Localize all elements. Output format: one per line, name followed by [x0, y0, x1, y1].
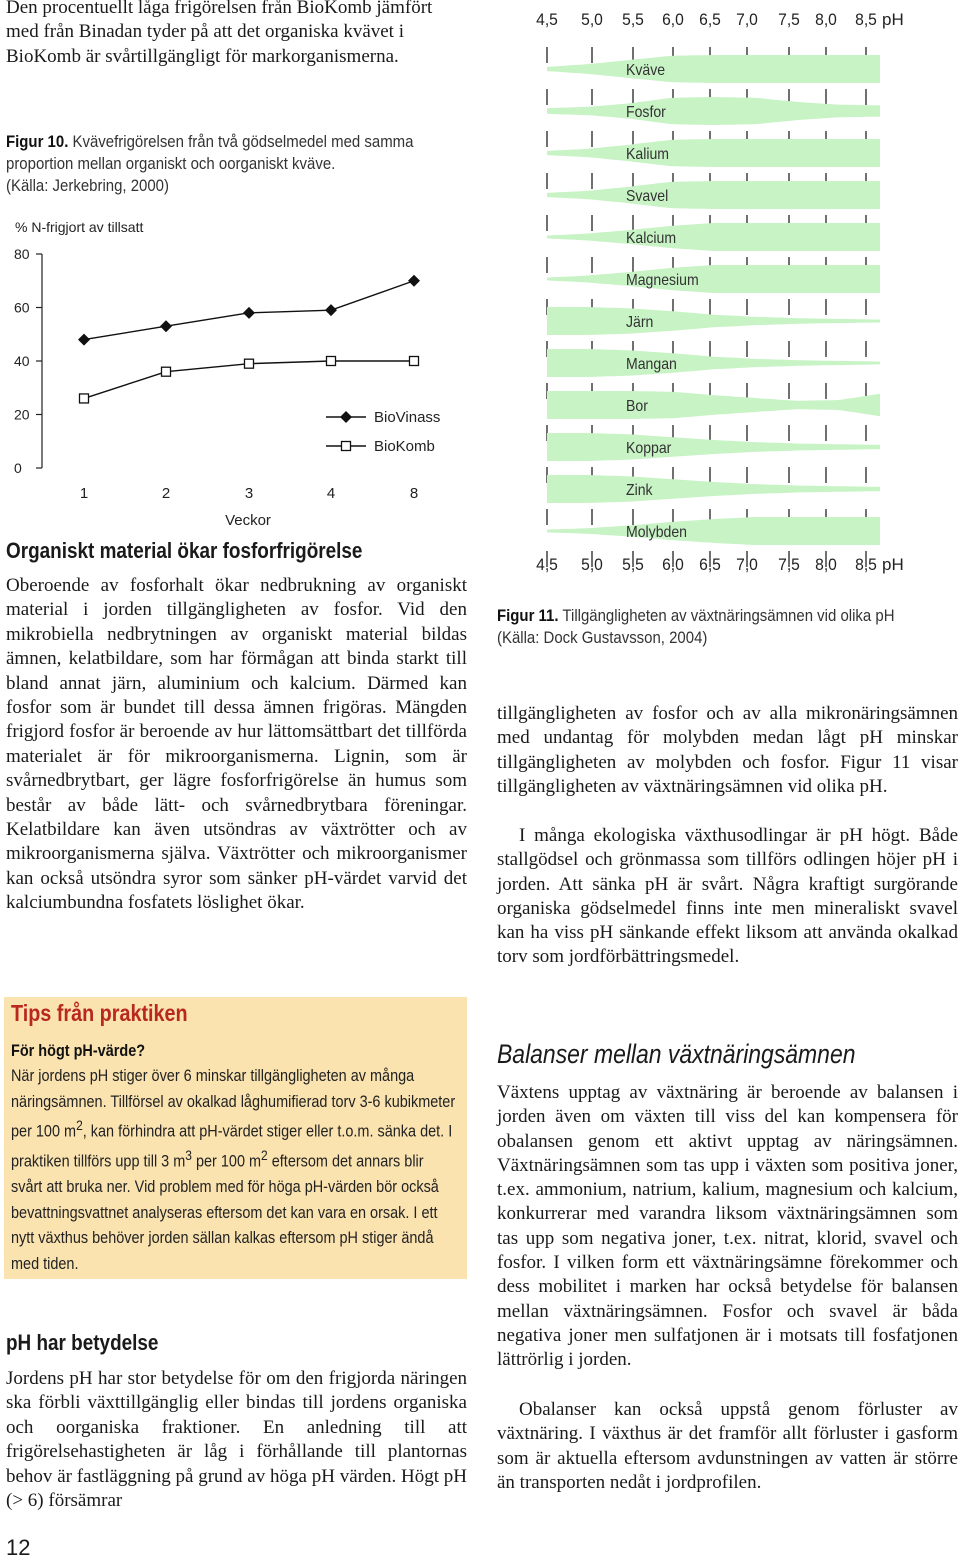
point-biovinass	[243, 307, 255, 319]
ph-tick-bottom: 8,0	[815, 555, 837, 575]
chart-y-ticks	[14, 246, 42, 476]
figure11-chart	[520, 0, 960, 580]
band-kväve	[547, 55, 880, 83]
band-kalcium	[547, 223, 880, 251]
ph-tick-bottom: 6,0	[662, 555, 684, 575]
legend-label-biokomb: BioKomb	[374, 438, 435, 455]
intro-paragraph: Den procentuellt låga frigörelsen från BioKomb jämfört med från Binadan tyder på att det organiska kvävet i BioKomb är svårtillgängligt för markorganismerna.	[6, 0, 433, 67]
band-svavel	[547, 181, 880, 209]
right-paragraph-3: Växtens upptag av växtnäring är beroende av balansen i jorden även om växten till viss del kan kompensera för obalansen genom ett aktivt upptag av näringsämnen. Växtnäringsämnen som tas upp i växten som positiva joner, t.ex. ammonium, natrium, kalium, magnesium och kalcium, konkurrerar med varandra liksom växtnäringsämnen som tas upp som negativa joner, t.ex. nitrat, klorid, svavel och fosfor. I vilken form ett växtnäringsämne förekommer och dess mobilitet i marken har också betydelse för balansen mellan växtnäringsämnen. Fosfor och svavel är båda negativa joner men sulfatjonen är i motsats till fosfatjonen lättrörlig i jorden.	[497, 1082, 958, 1371]
ph-tick-top: 8,0	[815, 10, 837, 30]
chart-legend	[326, 409, 440, 455]
band-label-järn: Järn	[626, 313, 654, 332]
ph-tick-top: 5,0	[581, 10, 603, 30]
band-bor	[547, 391, 880, 419]
x-tick-label: 1	[79, 485, 89, 502]
ph-tick-bottom: 5,0	[581, 555, 603, 575]
band-label-fosfor: Fosfor	[626, 103, 666, 122]
figure10-caption	[6, 131, 464, 197]
ph-tick-top: 4,5	[536, 10, 558, 30]
band-magnesium	[547, 265, 880, 293]
right-paragraph-1: tillgängligheten av fosfor och av alla mikronäringsämnen med undantag för molybden medan lågt pH minskar tillgängligheten av molybden och fosfor. Figur 11 visar tillgängligheten av växtnäringsämnen vid olika pH.	[497, 703, 958, 797]
band-molybden	[547, 517, 880, 545]
ph-tick-top: 6,0	[662, 10, 684, 30]
page-number: 12	[6, 1535, 31, 1560]
chart-xlabel: Veckor	[225, 512, 271, 529]
band-label-kalcium: Kalcium	[626, 229, 677, 248]
figure10-chart	[0, 210, 470, 540]
ph-top-ticks	[536, 10, 904, 29]
legend-marker-biovinass	[340, 411, 352, 423]
right-paragraph-4: Obalanser kan också uppstå genom förluster av växtnäring. I växthus är det framför allt förluster i gasform som är aktuella eftersom avdunstningen av vatten är större än transporten nedåt i jordprofilen.	[497, 1399, 958, 1493]
figure10-text: Kvävefrigörelsen från två gödselmedel med samma proportion mellan organiskt och oorganiskt kväve.	[6, 132, 414, 173]
tips-text-a: När jordens pH stiger över 6 minskar tillgängligheten av många näringsämnen. Tillförsel av okalkad låghumifierad torv 3-6 kubikmeter per 100 m	[11, 1066, 456, 1141]
section2-text: Jordens pH har stor betydelse för om den frigjorda näringen ska förbli växttillgänglig eller bindas till jordens organiska och oorganiska fraktioner. En anledning till att frigörelsehastigheten är låg i förhållande till plantornas behov är fastläggning på grund av höga pH värden. Högt pH (> 6) försämrar	[6, 1368, 467, 1512]
x-tick-label: 8	[409, 485, 419, 502]
point-biokomb	[410, 357, 419, 366]
chart-ylabel: % N-frigjort av tillsatt	[15, 219, 144, 235]
right-section-heading: Balanser mellan växtnäringsämnen	[497, 1039, 856, 1069]
figure11-label: Figur 11.	[497, 606, 559, 625]
y-tick-label: 0	[14, 460, 22, 476]
band-kalium	[547, 139, 880, 167]
point-biokomb	[80, 394, 89, 403]
tips-sup-a: 2	[76, 1118, 83, 1135]
y-tick-label: 60	[14, 299, 30, 316]
legend-label-biovinass: BioVinass	[374, 409, 441, 426]
tips-sup-c: 2	[261, 1148, 268, 1165]
point-biovinass	[160, 320, 172, 332]
ph-unit-bottom: pH	[882, 555, 904, 574]
tips-sup-b: 3	[185, 1148, 192, 1165]
ph-tick-bottom: 6,5	[699, 555, 721, 575]
tips-box	[4, 997, 467, 1279]
point-biokomb	[162, 367, 171, 376]
x-tick-label: 4	[326, 485, 336, 502]
band-järn	[547, 307, 880, 335]
ph-tick-top: 8,5	[855, 10, 877, 30]
ph-tick-bottom: 8,5	[855, 555, 877, 575]
section1-heading: Organiskt material ökar fosforfrigörelse	[6, 538, 363, 563]
ph-tick-top: 7,0	[736, 10, 758, 30]
figure11-caption	[497, 605, 919, 649]
ph-bottom-ticks	[536, 555, 904, 574]
band-label-bor: Bor	[626, 397, 648, 416]
right-paragraph-2: I många ekologiska växthusodlingar är pH högt. Både stallgödsel och grönmassa som tillförs odlingen höjer pH i jorden. Att sänka pH är svårt. Några kraftigt surgörande organiska gödselmedel finns inte men mineraliskt svavel kan ha viss pH sänkande effekt liksom att använda okalkad torv som jordförbättringsmedel.	[497, 825, 958, 968]
band-zink	[547, 475, 880, 503]
tips-text-c: per 100 m	[191, 1151, 262, 1171]
band-label-kväve: Kväve	[626, 61, 666, 80]
ph-tick-bottom: 7,0	[736, 555, 758, 575]
figure11-source: (Källa: Dock Gustavsson, 2004)	[497, 628, 708, 647]
tips-subheading: För högt pH-värde?	[11, 1041, 146, 1060]
band-fosfor	[547, 97, 880, 125]
point-biovinass	[408, 275, 420, 287]
nutrient-bands	[547, 55, 880, 545]
x-tick-label: 2	[161, 485, 171, 502]
ph-tick-top: 5,5	[622, 10, 644, 30]
y-tick-label: 80	[14, 246, 30, 262]
point-biovinass	[78, 334, 90, 346]
ph-tick-bottom: 7,5	[778, 555, 800, 575]
point-biokomb	[327, 357, 336, 366]
ph-tick-bottom: 4,5	[536, 555, 558, 575]
band-koppar	[547, 433, 880, 461]
band-label-zink: Zink	[626, 481, 653, 500]
band-label-koppar: Koppar	[626, 439, 672, 458]
figure10-label: Figur 10.	[6, 132, 69, 151]
figure10-source: (Källa: Jerkebring, 2000)	[6, 176, 169, 195]
band-label-molybden: Molybden	[626, 523, 688, 542]
figure11-text: Tillgängligheten av växtnäringsämnen vid olika pH	[562, 606, 895, 625]
x-tick-label: 3	[244, 485, 254, 502]
tips-title: Tips från praktiken	[11, 1000, 188, 1026]
ph-unit-top: pH	[882, 10, 904, 29]
tips-text-d: eftersom det annars blir svårt att bruka ner. Vid problem med för höga pH-värden bör också bevattningsvattnet analyseras eftersom det kan vara en orsak. I ett nytt växthus behöver jorden sällan kalkas eftersom pH stiger ändå med tiden.	[11, 1151, 439, 1273]
band-label-magnesium: Magnesium	[626, 271, 699, 290]
band-label-mangan: Mangan	[626, 355, 677, 374]
section1-text: Oberoende av fosforhalt ökar nedbrukning av organiskt material i jorden tillgängligheten av fosfor. Vid den mikrobiella nedbrytningen av organiskt material bildas ämnen, kelatbildare, som har förmågan att binda starkt till bland annat järn, aluminium och kalcium. Därmed kan fosfor som är bundet till dessa ämnen frigöras. Mängden frigjord fosfor är beroende av hur lättomsättbart det tillförda materialet är för mikroorganismerna. Lignin, som är svårnedbrytbart, ger lägre fosforfrigörelse än humus som består av både lätt- och svårnedbrytbara föreningar. Kelatbildare kan även utsöndras av växtrötter och av mikroorganismerna själva. Växtrötter och mikroorganismer kan också utsöndra syror som sänker pH-värdet varvid det kalciumbundna fosfatets löslighet ökar.	[6, 575, 467, 914]
tips-text-b: , kan förhindra att pH-värdet stiger eller t.o.m. sänka det. I praktiken tillförs upp till 3 m	[11, 1121, 453, 1171]
chart-series	[78, 275, 420, 403]
ph-tick-top: 6,5	[699, 10, 721, 30]
section2-heading: pH har betydelse	[6, 1330, 159, 1355]
tips-body	[11, 1038, 457, 1276]
point-biokomb	[245, 359, 254, 368]
y-tick-label: 40	[14, 353, 30, 369]
band-label-kalium: Kalium	[626, 145, 670, 164]
band-label-svavel: Svavel	[626, 187, 669, 206]
y-tick-label: 20	[14, 406, 30, 423]
chart-x-ticks	[80, 485, 418, 502]
ph-tick-top: 7,5	[778, 10, 800, 30]
band-mangan	[547, 349, 880, 377]
point-biovinass	[325, 304, 337, 316]
ph-tick-bottom: 5,5	[622, 555, 644, 575]
legend-marker-biokomb	[342, 442, 351, 451]
